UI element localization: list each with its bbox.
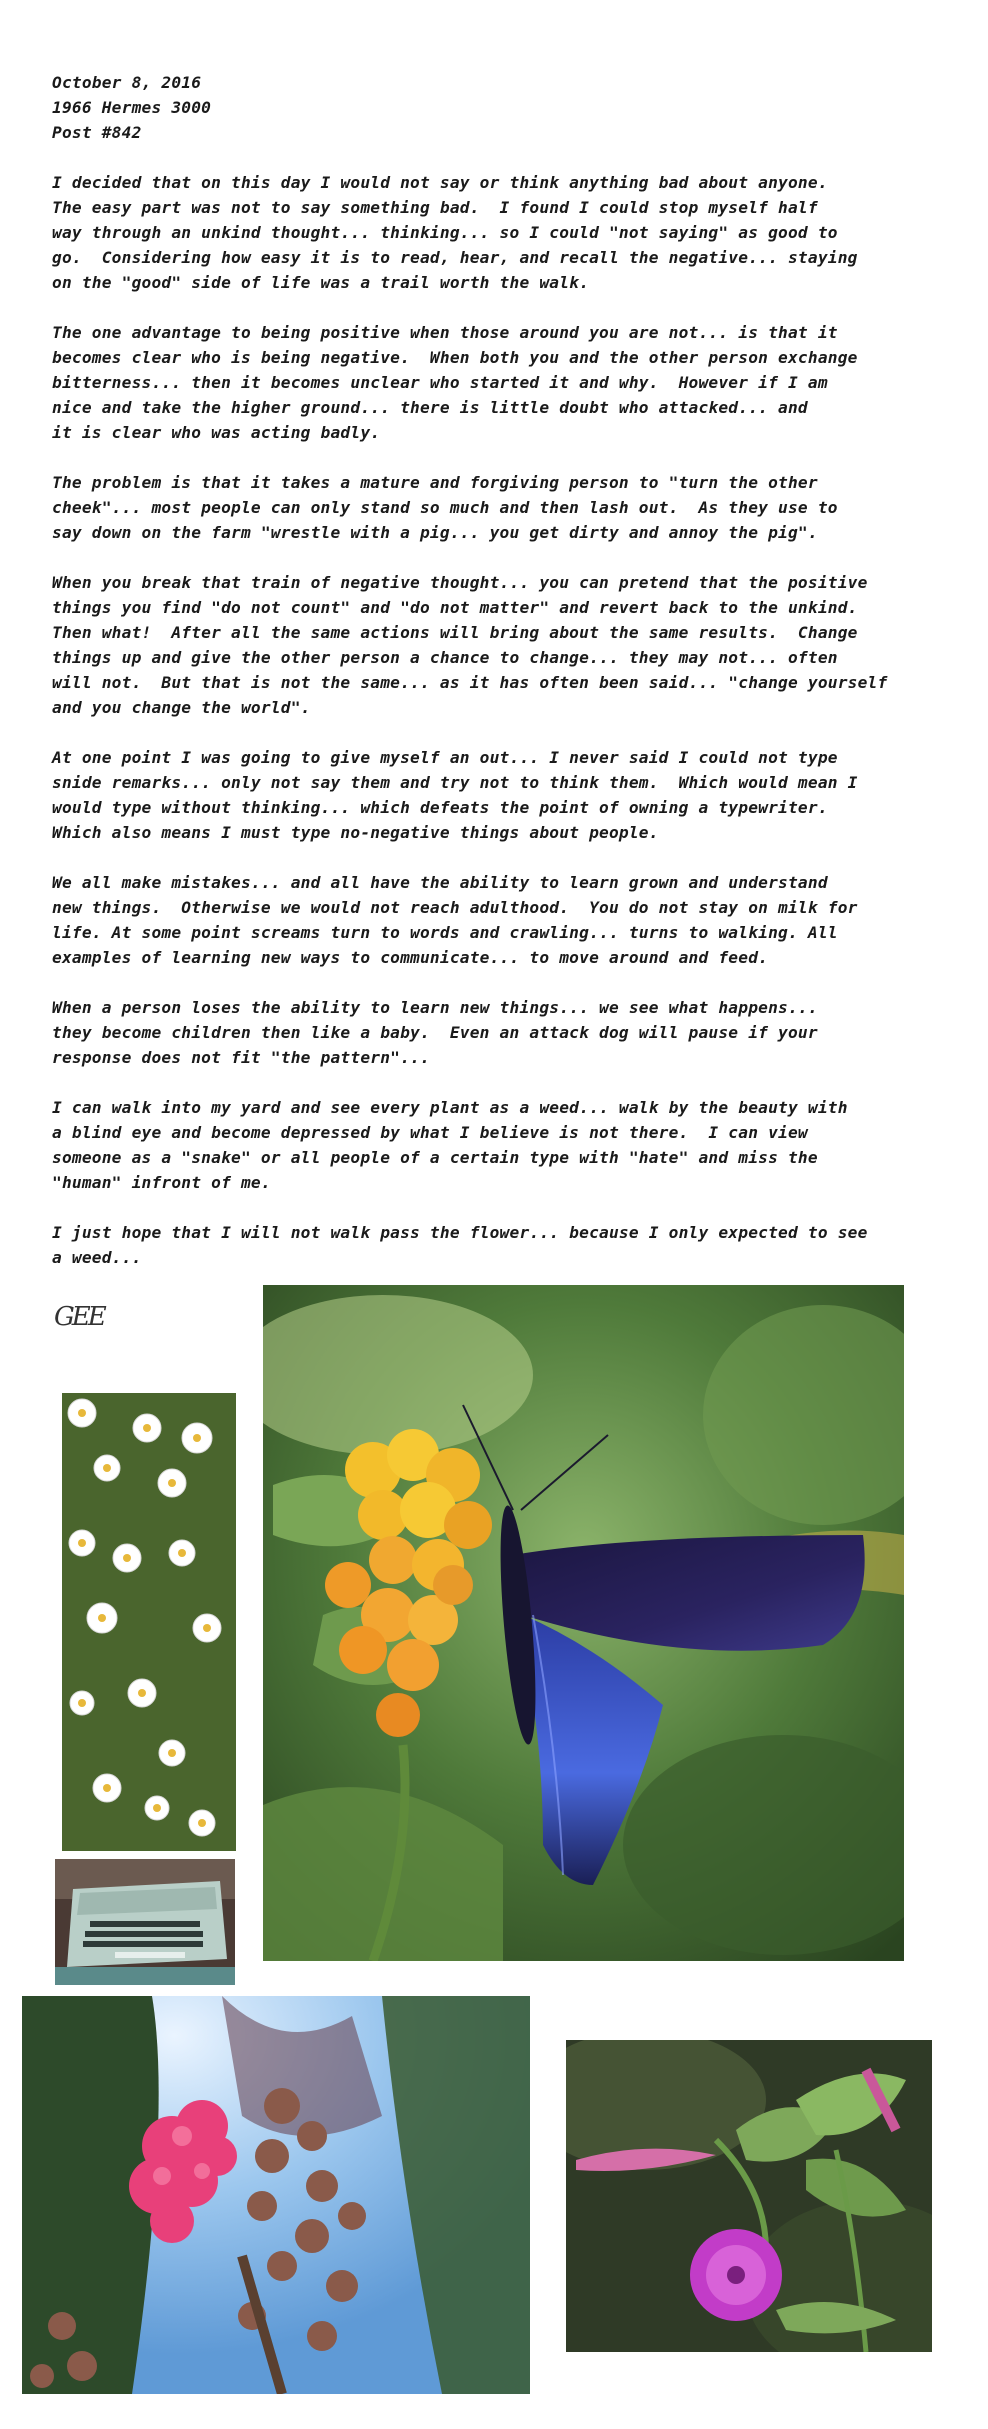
typed-line: The easy part was not to say something bad. I found I could stop myself half xyxy=(52,198,818,217)
typed-line: nice and take the higher ground... there is little doubt who attacked... and xyxy=(52,398,808,417)
typed-line: When you break that train of negative thought... you can pretend that the positive xyxy=(52,573,868,592)
typed-line: things up and give the other person a chance to change... they may not... often xyxy=(52,648,838,667)
typed-line: becomes clear who is being negative. When both you and the other person exchange xyxy=(52,348,858,367)
signature: GEE xyxy=(54,1302,104,1332)
letter-paragraph xyxy=(52,170,960,295)
letter-paragraph xyxy=(52,1220,960,1270)
white-daisies-photo xyxy=(62,1393,236,1851)
typed-line: bitterness... then it becomes unclear who started it and why. However if I am xyxy=(52,373,828,392)
typed-line: someone as a "snake" or all people of a certain type with "hate" and miss the xyxy=(52,1148,818,1167)
letter-paragraph xyxy=(52,570,960,720)
typed-line: I decided that on this day I would not say or think anything bad about anyone. xyxy=(52,173,828,192)
typed-line: The one advantage to being positive when those around you are not... is that it xyxy=(52,323,838,342)
typed-line: on the "good" side of life was a trail worth the walk. xyxy=(52,273,590,292)
typed-line: cheek"... most people can only stand so much and then lash out. As they use to xyxy=(52,498,838,517)
typewriter-model: 1966 Hermes 3000 xyxy=(52,98,212,117)
typed-line: When a person loses the ability to learn new things... we see what happens... xyxy=(52,998,818,1017)
crepe-myrtle-photo xyxy=(22,1996,530,2394)
typed-line: life. At some point screams turn to words and crawling... turns to walking. All xyxy=(52,923,838,942)
typed-line: examples of learning new ways to communicate... to move around and feed. xyxy=(52,948,769,967)
typed-line: will not. But that is not the same... as it has often been said... "change yourself xyxy=(52,673,888,692)
butterfly-on-lantana-photo xyxy=(263,1285,904,1961)
typed-line: new things. Otherwise we would not reach adulthood. You do not stay on milk for xyxy=(52,898,858,917)
post-number: Post #842 xyxy=(52,123,142,142)
letter-paragraph xyxy=(52,470,960,545)
typed-line: Then what! After all the same actions will bring about the same results. Change xyxy=(52,623,858,642)
letter-paragraph xyxy=(52,320,960,445)
typed-line: would type without thinking... which defeats the point of owning a typewriter. xyxy=(52,798,828,817)
typed-line: say down on the farm "wrestle with a pig... you get dirty and annoy the pig". xyxy=(52,523,818,542)
post-date: October 8, 2016 xyxy=(52,73,202,92)
hermes-typewriter-photo xyxy=(55,1859,235,1985)
typed-line: snide remarks... only not say them and try not to think them. Which would mean I xyxy=(52,773,858,792)
typed-line: it is clear who was acting badly. xyxy=(52,423,381,442)
typed-line: a blind eye and become depressed by what I believe is not there. I can view xyxy=(52,1123,808,1142)
typed-line: We all make mistakes... and all have the ability to learn grown and understand xyxy=(52,873,828,892)
letter-body xyxy=(52,170,960,1270)
typed-line: a weed... xyxy=(52,1248,142,1267)
letter-paragraph xyxy=(52,745,960,845)
typed-line: response does not fit "the pattern"... xyxy=(52,1048,430,1067)
typed-line: they become children then like a baby. Even an attack dog will pause if your xyxy=(52,1023,818,1042)
typed-letter xyxy=(52,70,960,1295)
letter-paragraph xyxy=(52,1095,960,1195)
typed-line: go. Considering how easy it is to read, hear, and recall the negative... staying xyxy=(52,248,858,267)
typed-line: At one point I was going to give myself an out... I never said I could not type xyxy=(52,748,838,767)
typed-line: things you find "do not count" and "do not matter" and revert back to the unkind. xyxy=(52,598,858,617)
typed-line: I can walk into my yard and see every plant as a weed... walk by the beauty with xyxy=(52,1098,848,1117)
letter-paragraph xyxy=(52,870,960,970)
letter-paragraph xyxy=(52,995,960,1070)
typed-line: I just hope that I will not walk pass the flower... because I only expected to see xyxy=(52,1223,868,1242)
four-oclock-flower-photo xyxy=(566,2040,932,2352)
letter-header xyxy=(52,70,960,145)
typed-line: Which also means I must type no-negative things about people. xyxy=(52,823,659,842)
typed-line: The problem is that it takes a mature and forgiving person to "turn the other xyxy=(52,473,818,492)
typed-line: and you change the world". xyxy=(52,698,311,717)
typed-line: way through an unkind thought... thinking... so I could "not saying" as good to xyxy=(52,223,838,242)
typed-line: "human" infront of me. xyxy=(52,1173,271,1192)
